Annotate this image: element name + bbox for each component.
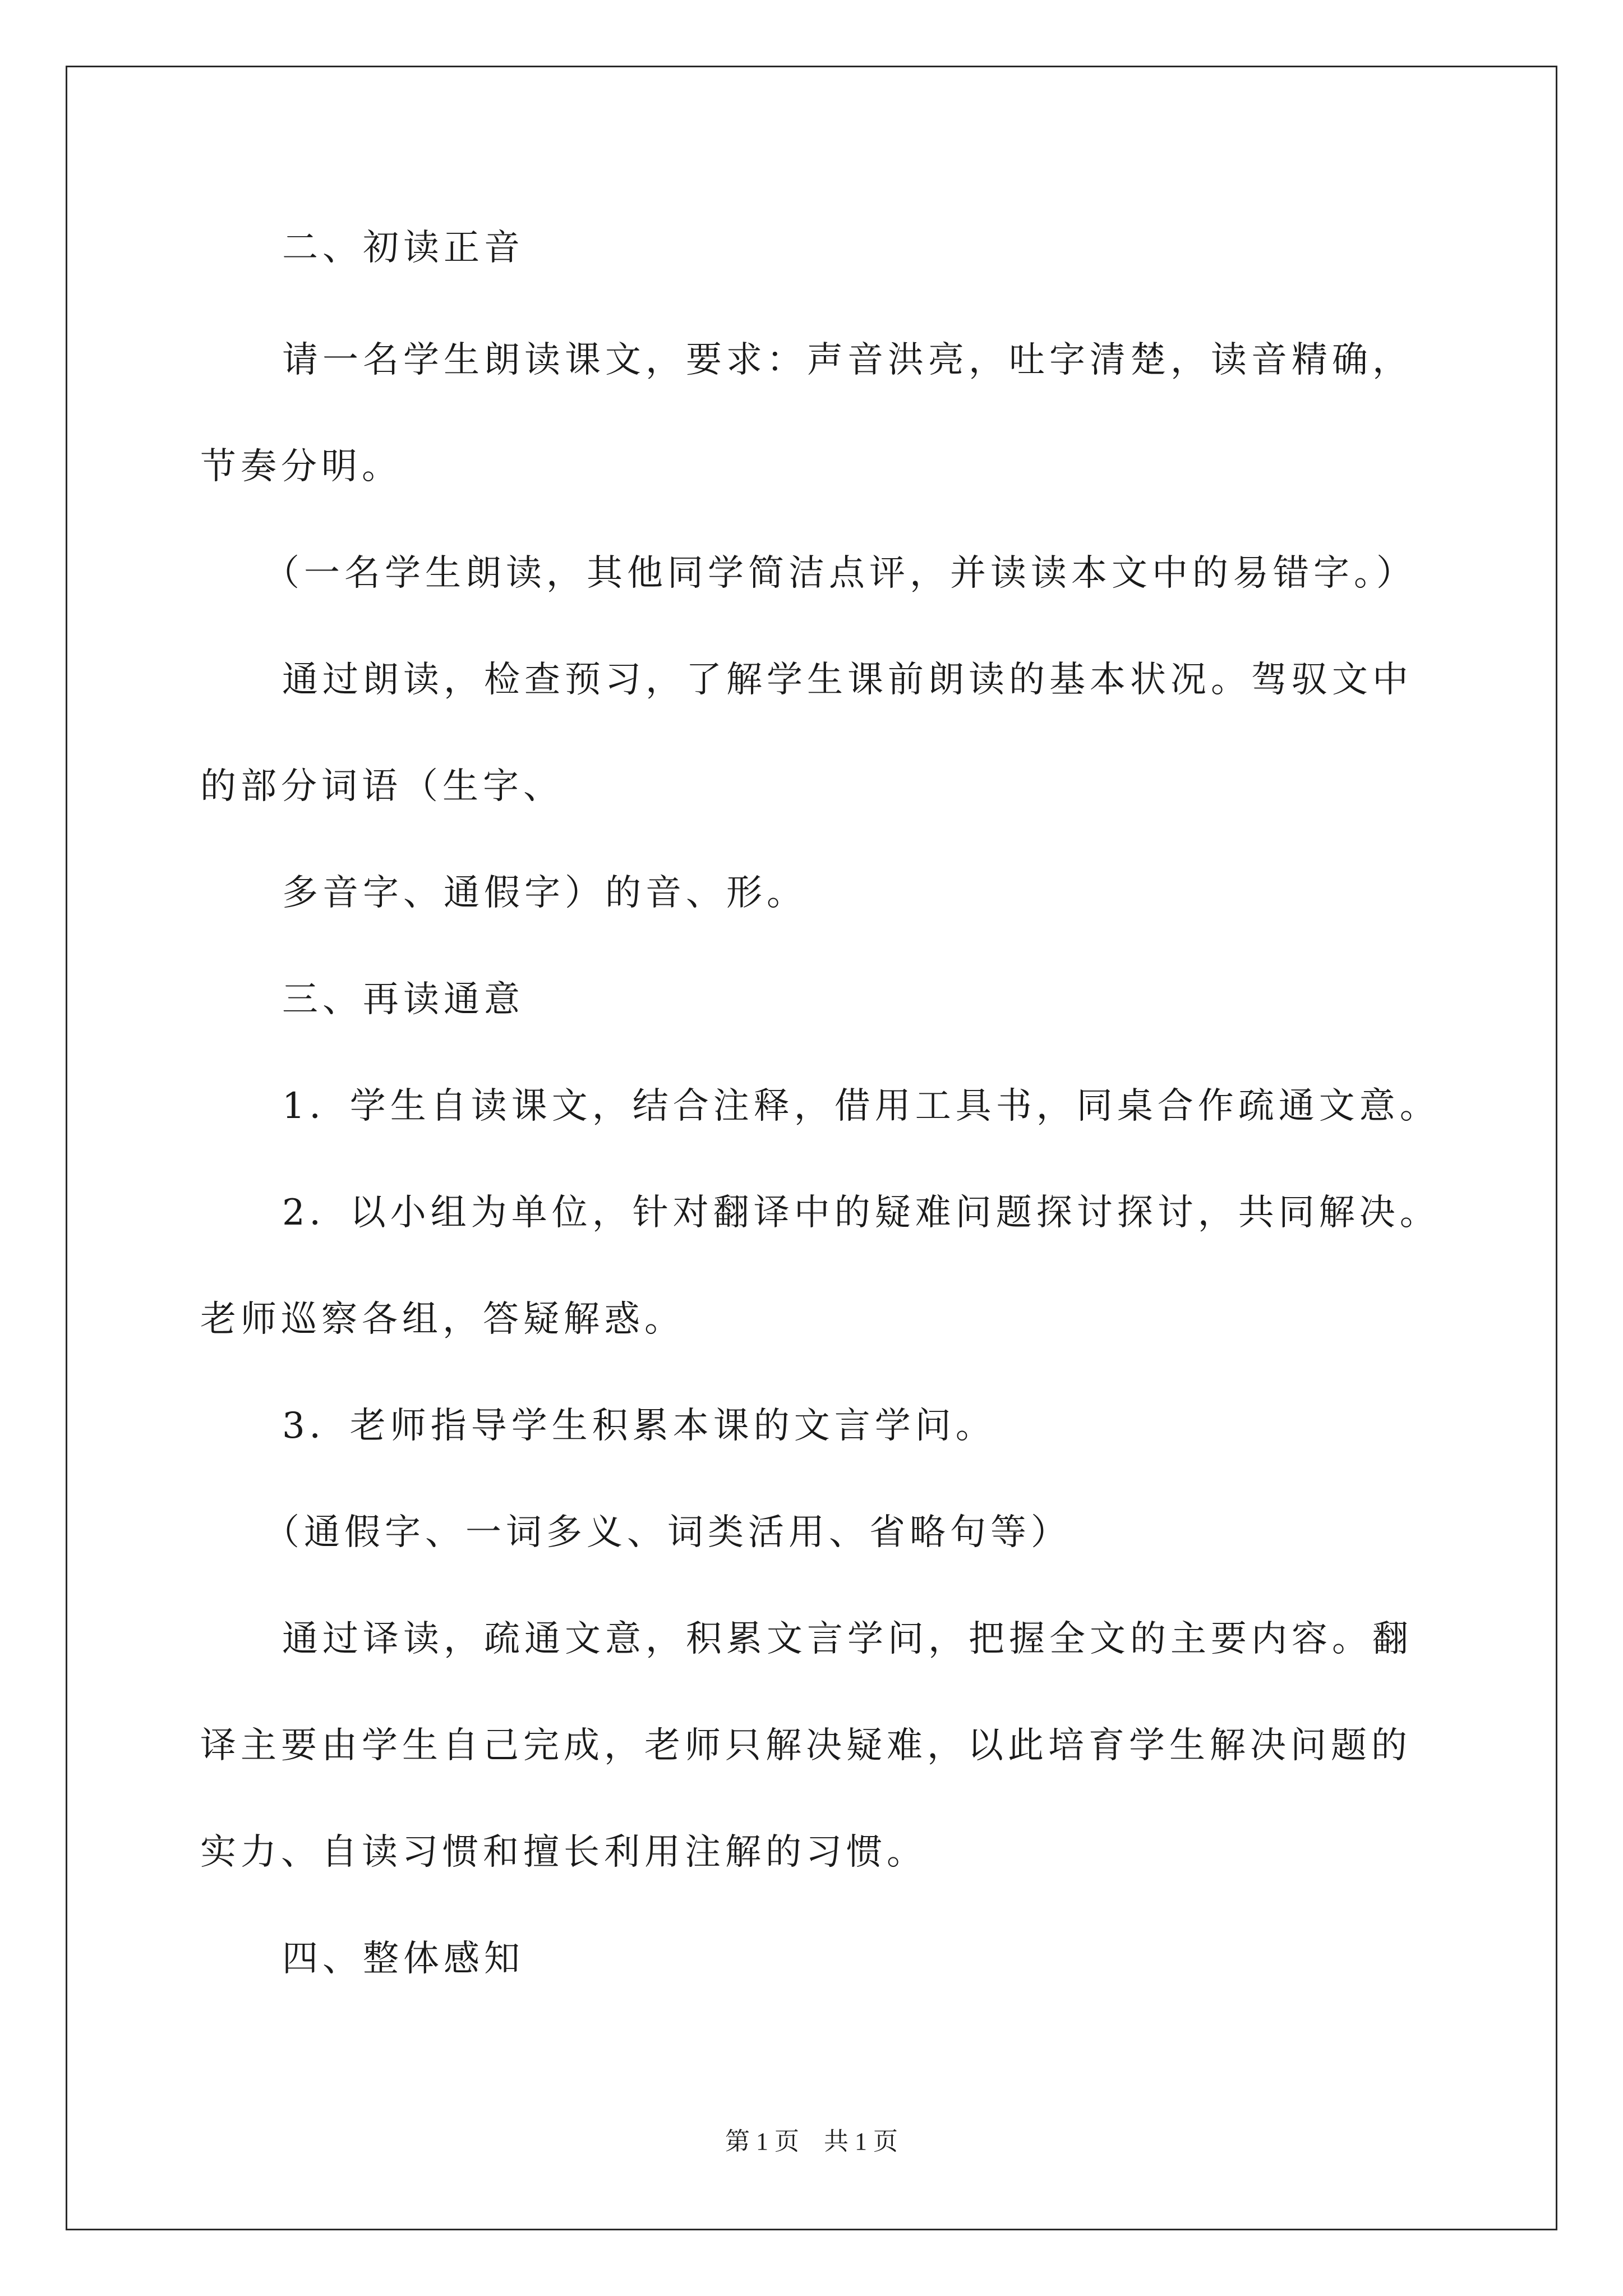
paragraph-line: 通过译读，疏通文意，积累文言学问，把握全文的主要内容。翻	[282, 1618, 1413, 1660]
paragraph-line: 请一名学生朗读课文，要求：声音洪亮，吐字清楚，读音精确，	[282, 339, 1413, 381]
paragraph-line: 通过朗读，检查预习，了解学生课前朗读的基本状况。驾驭文中	[282, 659, 1413, 701]
section-heading: 三、再读通意	[282, 979, 524, 1020]
page-number-footer: 第 1 页 共 1 页	[725, 2128, 898, 2155]
list-item: 1．学生自读课文，结合注释，借用工具书，同桌合作疏通文意。	[282, 1085, 1440, 1127]
paragraph-line: 的部分词语（生字、	[200, 766, 564, 807]
paragraph-line: 多音字、通假字）的音、形。	[282, 872, 807, 914]
page-border	[66, 66, 1557, 2230]
paragraph-line: （一名学生朗读，其他同学简洁点评，并读读本文中的易错字。）	[264, 553, 1417, 594]
paragraph-line: （通假字、一词多义、词类活用、省略句等）	[264, 1512, 1071, 1553]
paragraph-line: 实力、自读习惯和擅长利用注解的习惯。	[200, 1832, 927, 1873]
paragraph-line: 老师巡察各组，答疑解惑。	[200, 1299, 685, 1340]
list-item: 3．老师指导学生积累本课的文言学问。	[282, 1405, 996, 1447]
paragraph-line: 译主要由学生自己完成，老师只解决疑难，以此培育学生解决问题的	[200, 1725, 1412, 1766]
section-heading: 四、整体感知	[282, 1938, 524, 1980]
paragraph-line: 节奏分明。	[200, 446, 402, 487]
section-heading: 二、初读正音	[282, 227, 524, 269]
list-item: 2．以小组为单位，针对翻译中的疑难问题探讨探讨，共同解决。	[282, 1192, 1440, 1234]
